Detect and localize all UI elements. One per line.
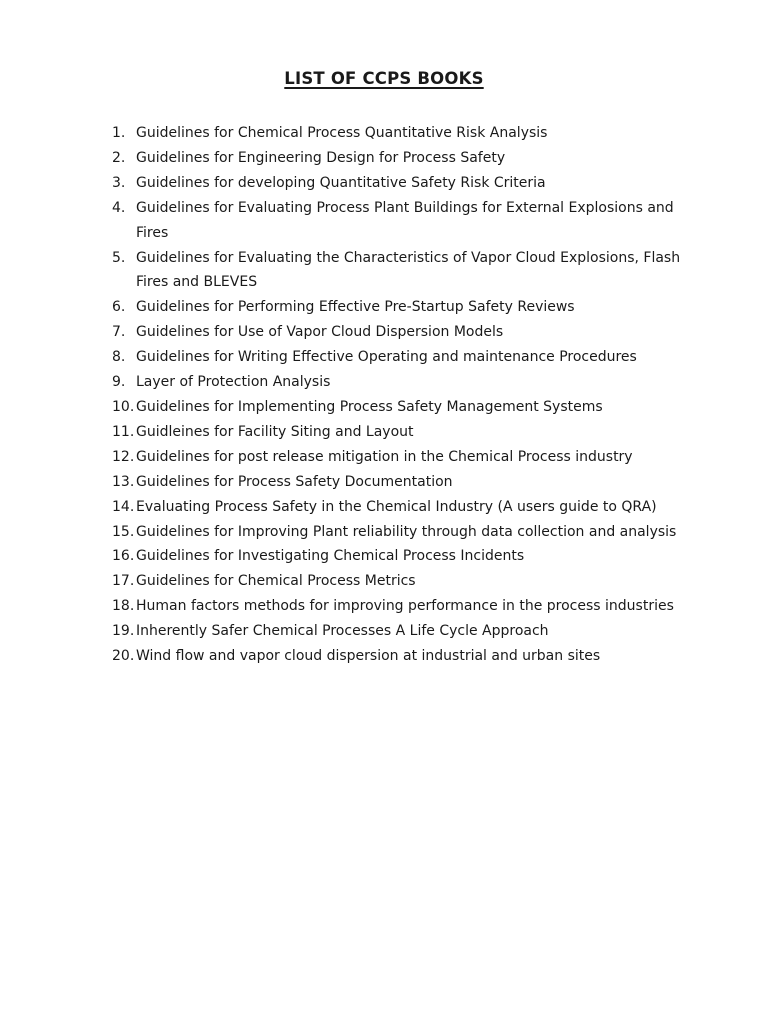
list-item [112,345,690,370]
list-item [112,569,690,594]
list-item-number: 11. [112,423,135,440]
list-item [112,320,690,345]
list-item-number: 7. [112,324,126,341]
list-item-number: 3. [112,174,126,191]
list-item-title: Guidleines for Facility Siting and Layout [136,423,414,440]
list-item [112,171,690,196]
list-item-title: Human factors methods for improving performance in the process industries [136,598,674,615]
list-item-title: Guidelines for Evaluating the Characteristics of Vapor Cloud Explosions, Flash Fires and BLEVES [136,249,681,291]
list-item-number: 13. [112,473,135,490]
list-item [112,644,690,669]
list-item-number: 20. [112,648,135,665]
list-item [112,370,690,395]
list-item [112,619,690,644]
list-item [112,420,690,445]
list-item-title: Guidelines for Implementing Process Safety Management Systems [136,398,603,415]
list-item-number: 16. [112,548,135,565]
list-item-title: Guidelines for Writing Effective Operating and maintenance Procedures [136,349,637,366]
list-item-number: 19. [112,623,135,640]
list-item-number: 4. [112,199,126,216]
list-item-title: Guidelines for Performing Effective Pre-Startup Safety Reviews [136,299,575,316]
list-item-number: 15. [112,523,135,540]
list-item-number: 18. [112,598,135,615]
list-item-number: 5. [112,249,126,266]
list-item [112,146,690,171]
list-item [112,295,690,320]
list-item-title: Layer of Protection Analysis [136,374,331,391]
list-item [112,594,690,619]
list-item-title: Inherently Safer Chemical Processes A Life Cycle Approach [136,623,549,640]
list-item-title: Guidelines for developing Quantitative Safety Risk Criteria [136,174,546,191]
list-item-number: 14. [112,498,135,515]
list-item [112,196,690,246]
list-item [112,470,690,495]
list-item [112,445,690,470]
page-title [0,66,768,92]
list-item-number: 10. [112,398,135,415]
list-item-title: Evaluating Process Safety in the Chemical Industry (A users guide to QRA) [136,498,657,515]
list-item-number: 6. [112,299,126,316]
list-item-title: Guidelines for Evaluating Process Plant Buildings for External Explosions and Fires [136,199,674,241]
list-item-title: Guidelines for Chemical Process Metrics [136,573,416,590]
list-item-title: Guidelines for Chemical Process Quantitative Risk Analysis [136,125,548,141]
list-item [112,395,690,420]
list-item [112,544,690,569]
book-list [112,121,690,669]
list-item-number: 9. [112,374,126,391]
list-item [112,520,690,545]
list-item [112,495,690,520]
list-item-title: Wind flow and vapor cloud dispersion at industrial and urban sites [136,648,601,665]
list-item-title: Guidelines for Improving Plant reliability through data collection and analysis [136,523,677,540]
list-item-title: Guidelines for Process Safety Documentation [136,473,453,490]
list-item-number: 17. [112,573,135,590]
list-item-title: Guidelines for Engineering Design for Process Safety [136,149,506,166]
list-item-title: Guidelines for Use of Vapor Cloud Dispersion Models [136,324,504,341]
list-item-number: 2. [112,149,126,166]
list-item-title: Guidelines for post release mitigation in the Chemical Process industry [136,448,633,465]
list-item [112,246,690,296]
list-item-title: Guidelines for Investigating Chemical Process Incidents [136,548,525,565]
list-item-number: 8. [112,349,126,366]
list-item [112,121,690,146]
list-item-number: 12. [112,448,135,465]
title-text: LIST OF CCPS BOOKS [284,69,484,88]
list-item-number: 1. [112,125,126,141]
